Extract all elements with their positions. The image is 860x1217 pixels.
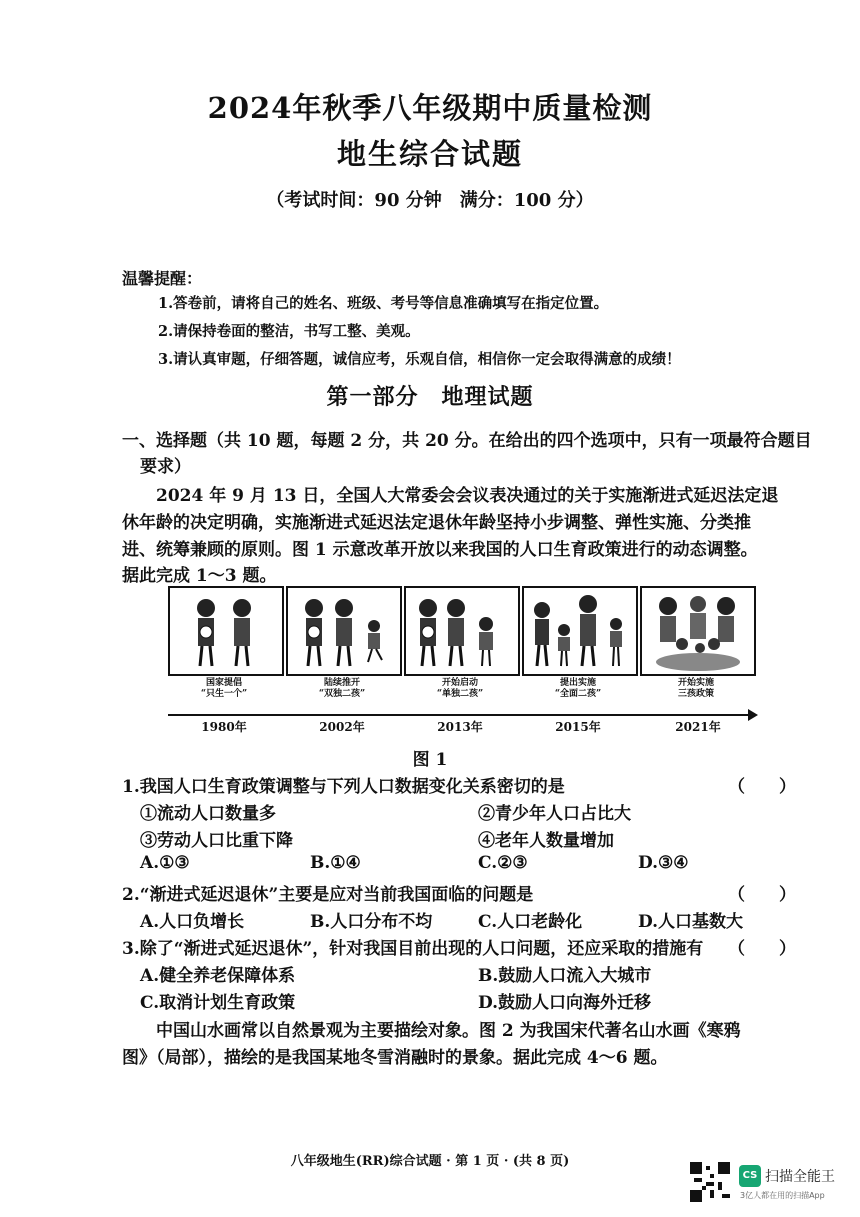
- scanner-tagline: 3亿人都在用的扫描App: [740, 1191, 825, 1200]
- option-c: C.②③: [478, 853, 528, 873]
- question-stem: 2.“渐进式延迟退休”主要是应对当前我国面临的问题是: [122, 885, 534, 905]
- panel-caption: 开始实施 三孩政策: [677, 678, 714, 699]
- exam-info: （考试时间：90 分钟 满分：100 分）: [266, 190, 594, 211]
- policy-illustration: [286, 586, 402, 676]
- option-b: B.①④: [310, 853, 361, 873]
- answer-blank: （ ）: [728, 939, 796, 959]
- timeline-year: 2002年: [319, 720, 365, 734]
- exam-title: 2024年秋季八年级期中质量检测: [207, 91, 653, 125]
- policy-illustration: [640, 586, 756, 676]
- passage-line: 中国山水画常以自然景观为主要描绘对象。图 2 为我国宋代著名山水画《寒鸦: [122, 1021, 741, 1041]
- passage-line: 2024 年 9 月 13 日，全国人大常委会会议表决通过的关于实施渐进式延迟法定退: [122, 486, 779, 506]
- option-b: B.鼓励人口流入大城市: [478, 966, 652, 986]
- option-d: D.人口基数大: [638, 912, 744, 932]
- panel-caption: 国家提倡 “只生一个”: [200, 678, 248, 699]
- option-a: A.人口负增长: [140, 912, 245, 932]
- answer-blank: （ ）: [728, 885, 796, 905]
- timeline-arrow-icon: [748, 709, 758, 721]
- option-a: A.健全养老保障体系: [140, 966, 296, 986]
- family-illustration-icon: [642, 588, 754, 674]
- option-a: A.①③: [140, 853, 190, 873]
- family-illustration-icon: [170, 588, 282, 674]
- family-illustration-icon: [524, 588, 636, 674]
- scanner-logo-icon: CS: [739, 1165, 761, 1187]
- question-item: ④老年人数量增加: [478, 831, 614, 851]
- policy-illustration: [404, 586, 520, 676]
- reminder-item: 2.请保持卷面的整洁，书写工整、美观。: [158, 323, 420, 340]
- reminder-title: 温馨提醒：: [122, 269, 203, 288]
- question-item: ②青少年人口占比大: [478, 804, 631, 824]
- panel-caption: 提出实施 “全面二孩”: [554, 678, 602, 699]
- question-stem: 3.除了“渐进式延迟退休”，针对我国目前出现的人口问题，还应采取的措施有: [122, 939, 704, 959]
- option-b: B.人口分布不均: [310, 912, 433, 932]
- timeline-year: 1980年: [201, 720, 247, 734]
- exam-subtitle: 地生综合试题: [336, 137, 523, 171]
- answer-blank: （ ）: [728, 777, 796, 797]
- scanner-app-name: 扫描全能王: [765, 1169, 835, 1185]
- passage-line: 图》（局部），描绘的是我国某地冬雪消融时的景象。据此完成 4～6 题。: [122, 1048, 668, 1068]
- panel-caption: 开始启动 “单独二孩”: [436, 678, 484, 699]
- passage-line: 休年龄的决定明确，实施渐进式延迟法定退休年龄坚持小步调整、弹性实施、分类推: [122, 513, 751, 533]
- part-title: 第一部分 地理试题: [326, 384, 534, 410]
- option-c: C.人口老龄化: [478, 912, 583, 932]
- section-heading: 一、选择题（共 10 题，每题 2 分，共 20 分。在给出的四个选项中，只有一项最符合题目: [122, 431, 812, 451]
- question-item: ③劳动人口比重下降: [140, 831, 293, 851]
- policy-illustration: [522, 586, 638, 676]
- passage-line: 据此完成 1～3 题。: [122, 566, 277, 586]
- reminder-item: 3.请认真审题，仔细答题，诚信应考，乐观自信，相信你一定会取得满意的成绩！: [158, 351, 681, 368]
- question-stem: 1.我国人口生育政策调整与下列人口数据变化关系密切的是: [122, 777, 565, 797]
- qr-code-icon: [690, 1162, 730, 1202]
- family-illustration-icon: [288, 588, 400, 674]
- option-d: D.③④: [638, 853, 689, 873]
- timeline-axis: [168, 714, 753, 716]
- section-heading-cont: 要求）: [140, 457, 191, 477]
- question-item: ①流动人口数量多: [140, 804, 276, 824]
- policy-illustration: [168, 586, 284, 676]
- option-c: C.取消计划生育政策: [140, 993, 296, 1013]
- panel-caption: 陆续推开 “双独二孩”: [318, 678, 366, 699]
- timeline-year: 2015年: [555, 720, 601, 734]
- reminder-item: 1.答卷前，请将自己的姓名、班级、考号等信息准确填写在指定位置。: [158, 295, 609, 312]
- timeline-year: 2021年: [675, 720, 721, 734]
- option-d: D.鼓励人口向海外迁移: [478, 993, 652, 1013]
- figure-1: [158, 586, 758, 736]
- figure-caption: 图 1: [412, 750, 448, 770]
- timeline-year: 2013年: [437, 720, 483, 734]
- family-illustration-icon: [406, 588, 518, 674]
- page-footer: 八年级地生(RR)综合试题 · 第 1 页 · (共 8 页): [290, 1154, 570, 1169]
- passage-line: 进、统筹兼顾的原则。图 1 示意改革开放以来我国的人口生育政策进行的动态调整。: [122, 540, 758, 560]
